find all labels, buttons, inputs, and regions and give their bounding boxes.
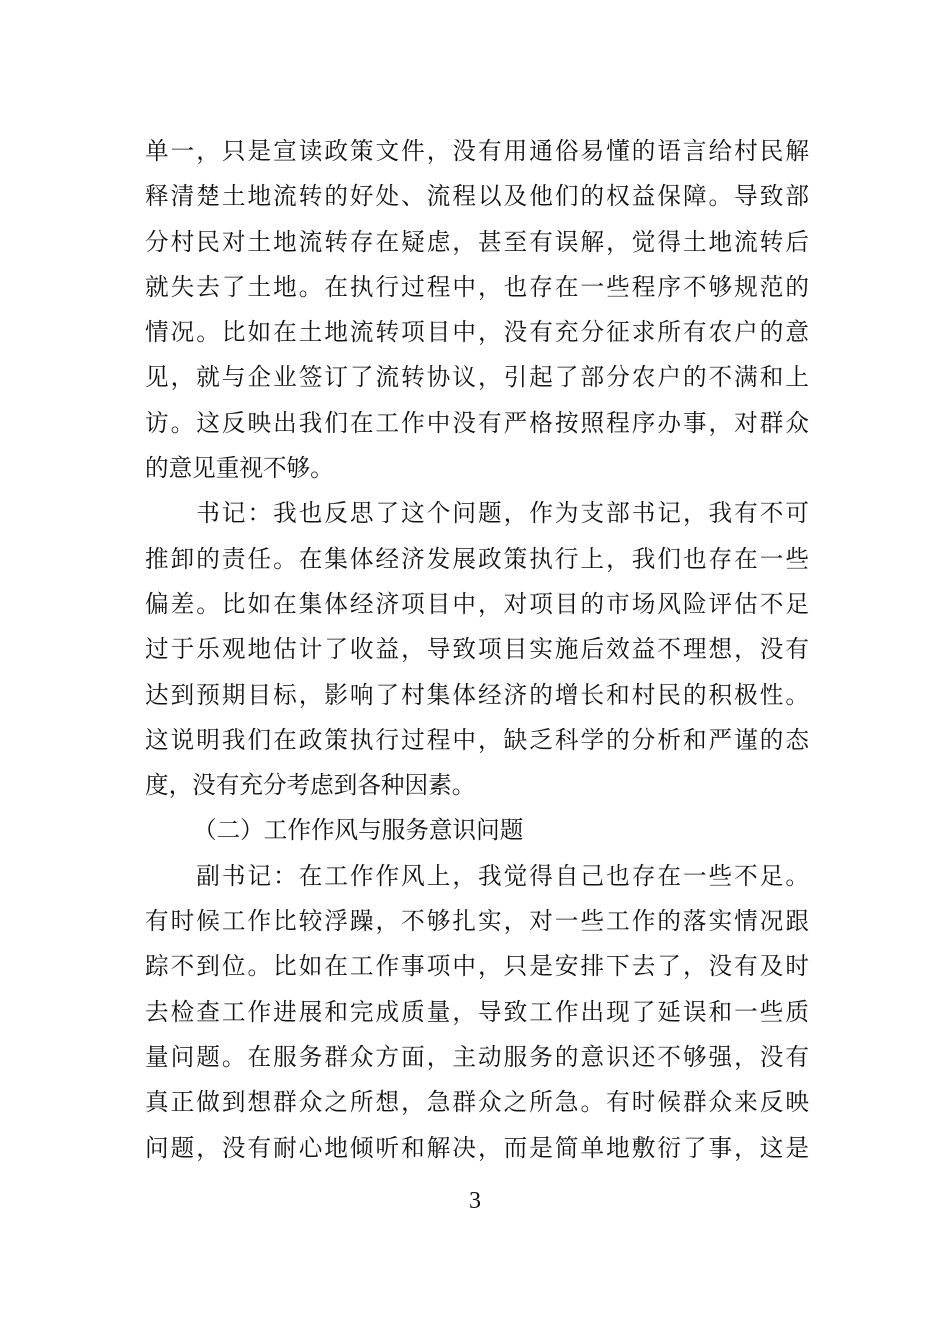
- text-line: 副书记：在工作作风上，我觉得自己也存在一些不足。: [145, 861, 809, 890]
- text-line: 这说明我们在政策执行过程中，缺乏科学的分析和严谨的态: [145, 725, 809, 754]
- text-line: 情况。比如在土地流转项目中，没有充分征求所有农户的意: [145, 318, 809, 347]
- text-line: 单一，只是宣读政策文件，没有用通俗易懂的语言给村民解: [145, 137, 809, 165]
- text-line: 偏差。比如在集体经济项目中，对项目的市场风险评估不足: [145, 589, 809, 618]
- text-line: 量问题。在服务群众方面，主动服务的意识还不够强，没有: [145, 1042, 809, 1071]
- text-line: 去检查工作进展和完成质量，导致工作出现了延误和一些质: [145, 997, 809, 1026]
- text-line: 有时候工作比较浮躁，不够扎实，对一些工作的落实情况跟: [145, 907, 809, 936]
- text-line: 就失去了土地。在执行过程中，也存在一些程序不够规范的: [145, 272, 809, 301]
- text-line: 的意见重视不够。: [145, 454, 334, 483]
- text-line: 过于乐观地估计了收益，导致项目实施后效益不理想，没有: [145, 635, 809, 664]
- text-line: 分村民对土地流转存在疑虑，甚至有误解，觉得土地流转后: [145, 227, 809, 256]
- text-line: 见，就与企业签订了流转协议，引起了部分农户的不满和上: [145, 363, 809, 392]
- text-line: 问题，没有耐心地倾听和解决，而是简单地敷衍了事，这是: [145, 1133, 809, 1162]
- section-heading: （二）工作作风与服务意识问题: [193, 816, 524, 845]
- text-line: 释清楚土地流转的好处、流程以及他们的权益保障。导致部: [145, 182, 809, 211]
- text-line: 度，没有充分考虑到各种因素。: [145, 771, 476, 800]
- text-line: 达到预期目标，影响了村集体经济的增长和村民的积极性。: [145, 680, 809, 709]
- body-text: [145, 129, 809, 1171]
- text-line: 推卸的责任。在集体经济发展政策执行上，我们也存在一些: [145, 544, 809, 573]
- text-line: 踪不到位。比如在工作事项中，只是安排下去了，没有及时: [145, 952, 809, 981]
- text-line: 书记：我也反思了这个问题，作为支部书记，我有不可: [145, 499, 809, 528]
- page-number: 3: [469, 1188, 481, 1214]
- text-line: 访。这反映出我们在工作中没有严格按照程序办事，对群众: [145, 408, 809, 437]
- text-line: 真正做到想群众之所想，急群众之所急。有时候群众来反映: [145, 1088, 809, 1117]
